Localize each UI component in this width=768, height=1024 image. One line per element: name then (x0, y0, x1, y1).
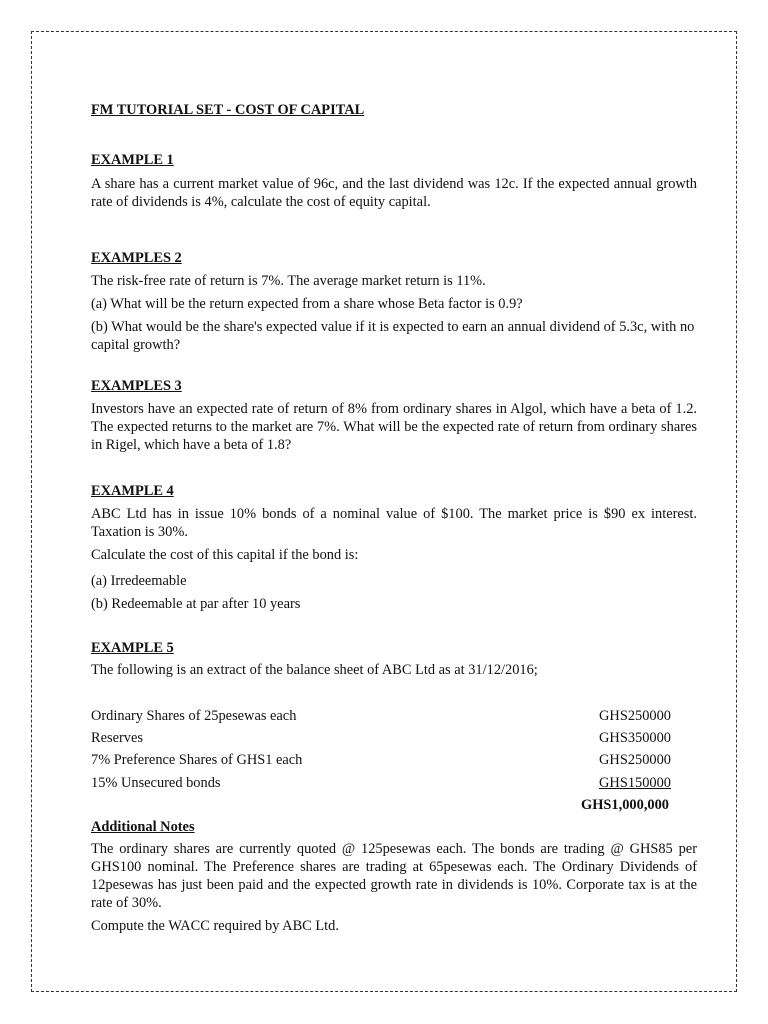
example-5-text: The following is an extract of the balance sheet of ABC Ltd as at 31/12/2016; (91, 662, 538, 678)
example-5-heading: EXAMPLE 5 (91, 640, 174, 656)
example-4-heading: EXAMPLE 4 (91, 483, 174, 499)
balance-row (91, 707, 671, 725)
balance-label: Reserves (91, 730, 143, 746)
example-2-text-1: The risk-free rate of return is 7%. The average market return is 11%. (91, 273, 486, 289)
example-2-text-2: (a) What will be the return expected from a share whose Beta factor is 0.9? (91, 296, 523, 312)
example-1-text: A share has a current market value of 96c, and the last dividend was 12c. If the expected annual growth rate of dividends is 4%, calculate the cost of equity capital. (91, 176, 697, 210)
balance-amount: GHS250000 (599, 708, 671, 724)
balance-amount: GHS150000 (599, 775, 671, 791)
additional-notes-text: The ordinary shares are currently quoted @ 125pesewas each. The bonds are trading @ GHS85 per GHS100 nominal. The Preference shares are trading at 65pesewas each. The Ordinary Dividends of 12pesewas has just been paid and the expected growth rate in dividends is 10%. Corporate tax is at the rate of 30%. (91, 841, 697, 911)
balance-label: 15% Unsecured bonds (91, 775, 221, 791)
additional-notes-task: Compute the WACC required by ABC Ltd. (91, 918, 339, 934)
balance-row (91, 729, 671, 747)
balance-amount: GHS350000 (599, 730, 671, 746)
balance-total: GHS1,000,000 (581, 797, 669, 813)
balance-row (91, 751, 671, 769)
example-2-heading: EXAMPLES 2 (91, 250, 182, 266)
balance-label: Ordinary Shares of 25pesewas each (91, 708, 297, 724)
balance-amount: GHS250000 (599, 752, 671, 768)
balance-label: 7% Preference Shares of GHS1 each (91, 752, 303, 768)
example-2-text-3: (b) What would be the share's expected value if it is expected to earn an annual dividend of 5.3c, with no capital growth? (91, 319, 695, 353)
additional-notes-heading: Additional Notes (91, 819, 195, 835)
example-4-text-1: ABC Ltd has in issue 10% bonds of a nominal value of $100. The market price is $90 ex interest. Taxation is 30%. (91, 506, 697, 540)
balance-row (91, 774, 671, 792)
document-title: FM TUTORIAL SET - COST OF CAPITAL (91, 102, 365, 118)
example-4-option-b: (b) Redeemable at par after 10 years (91, 596, 301, 612)
example-4-text-2: Calculate the cost of this capital if the bond is: (91, 547, 359, 563)
example-3-text: Investors have an expected rate of return of 8% from ordinary shares in Algol, which have a beta of 1.2. The expected returns to the market are 7%. What will be the expected rate of return from ordinary shares in Rigel, which have a beta of 1.8? (91, 401, 697, 453)
example-1-heading: EXAMPLE 1 (91, 152, 174, 168)
example-3-heading: EXAMPLES 3 (91, 378, 182, 394)
example-4-option-a: (a) Irredeemable (91, 573, 187, 589)
